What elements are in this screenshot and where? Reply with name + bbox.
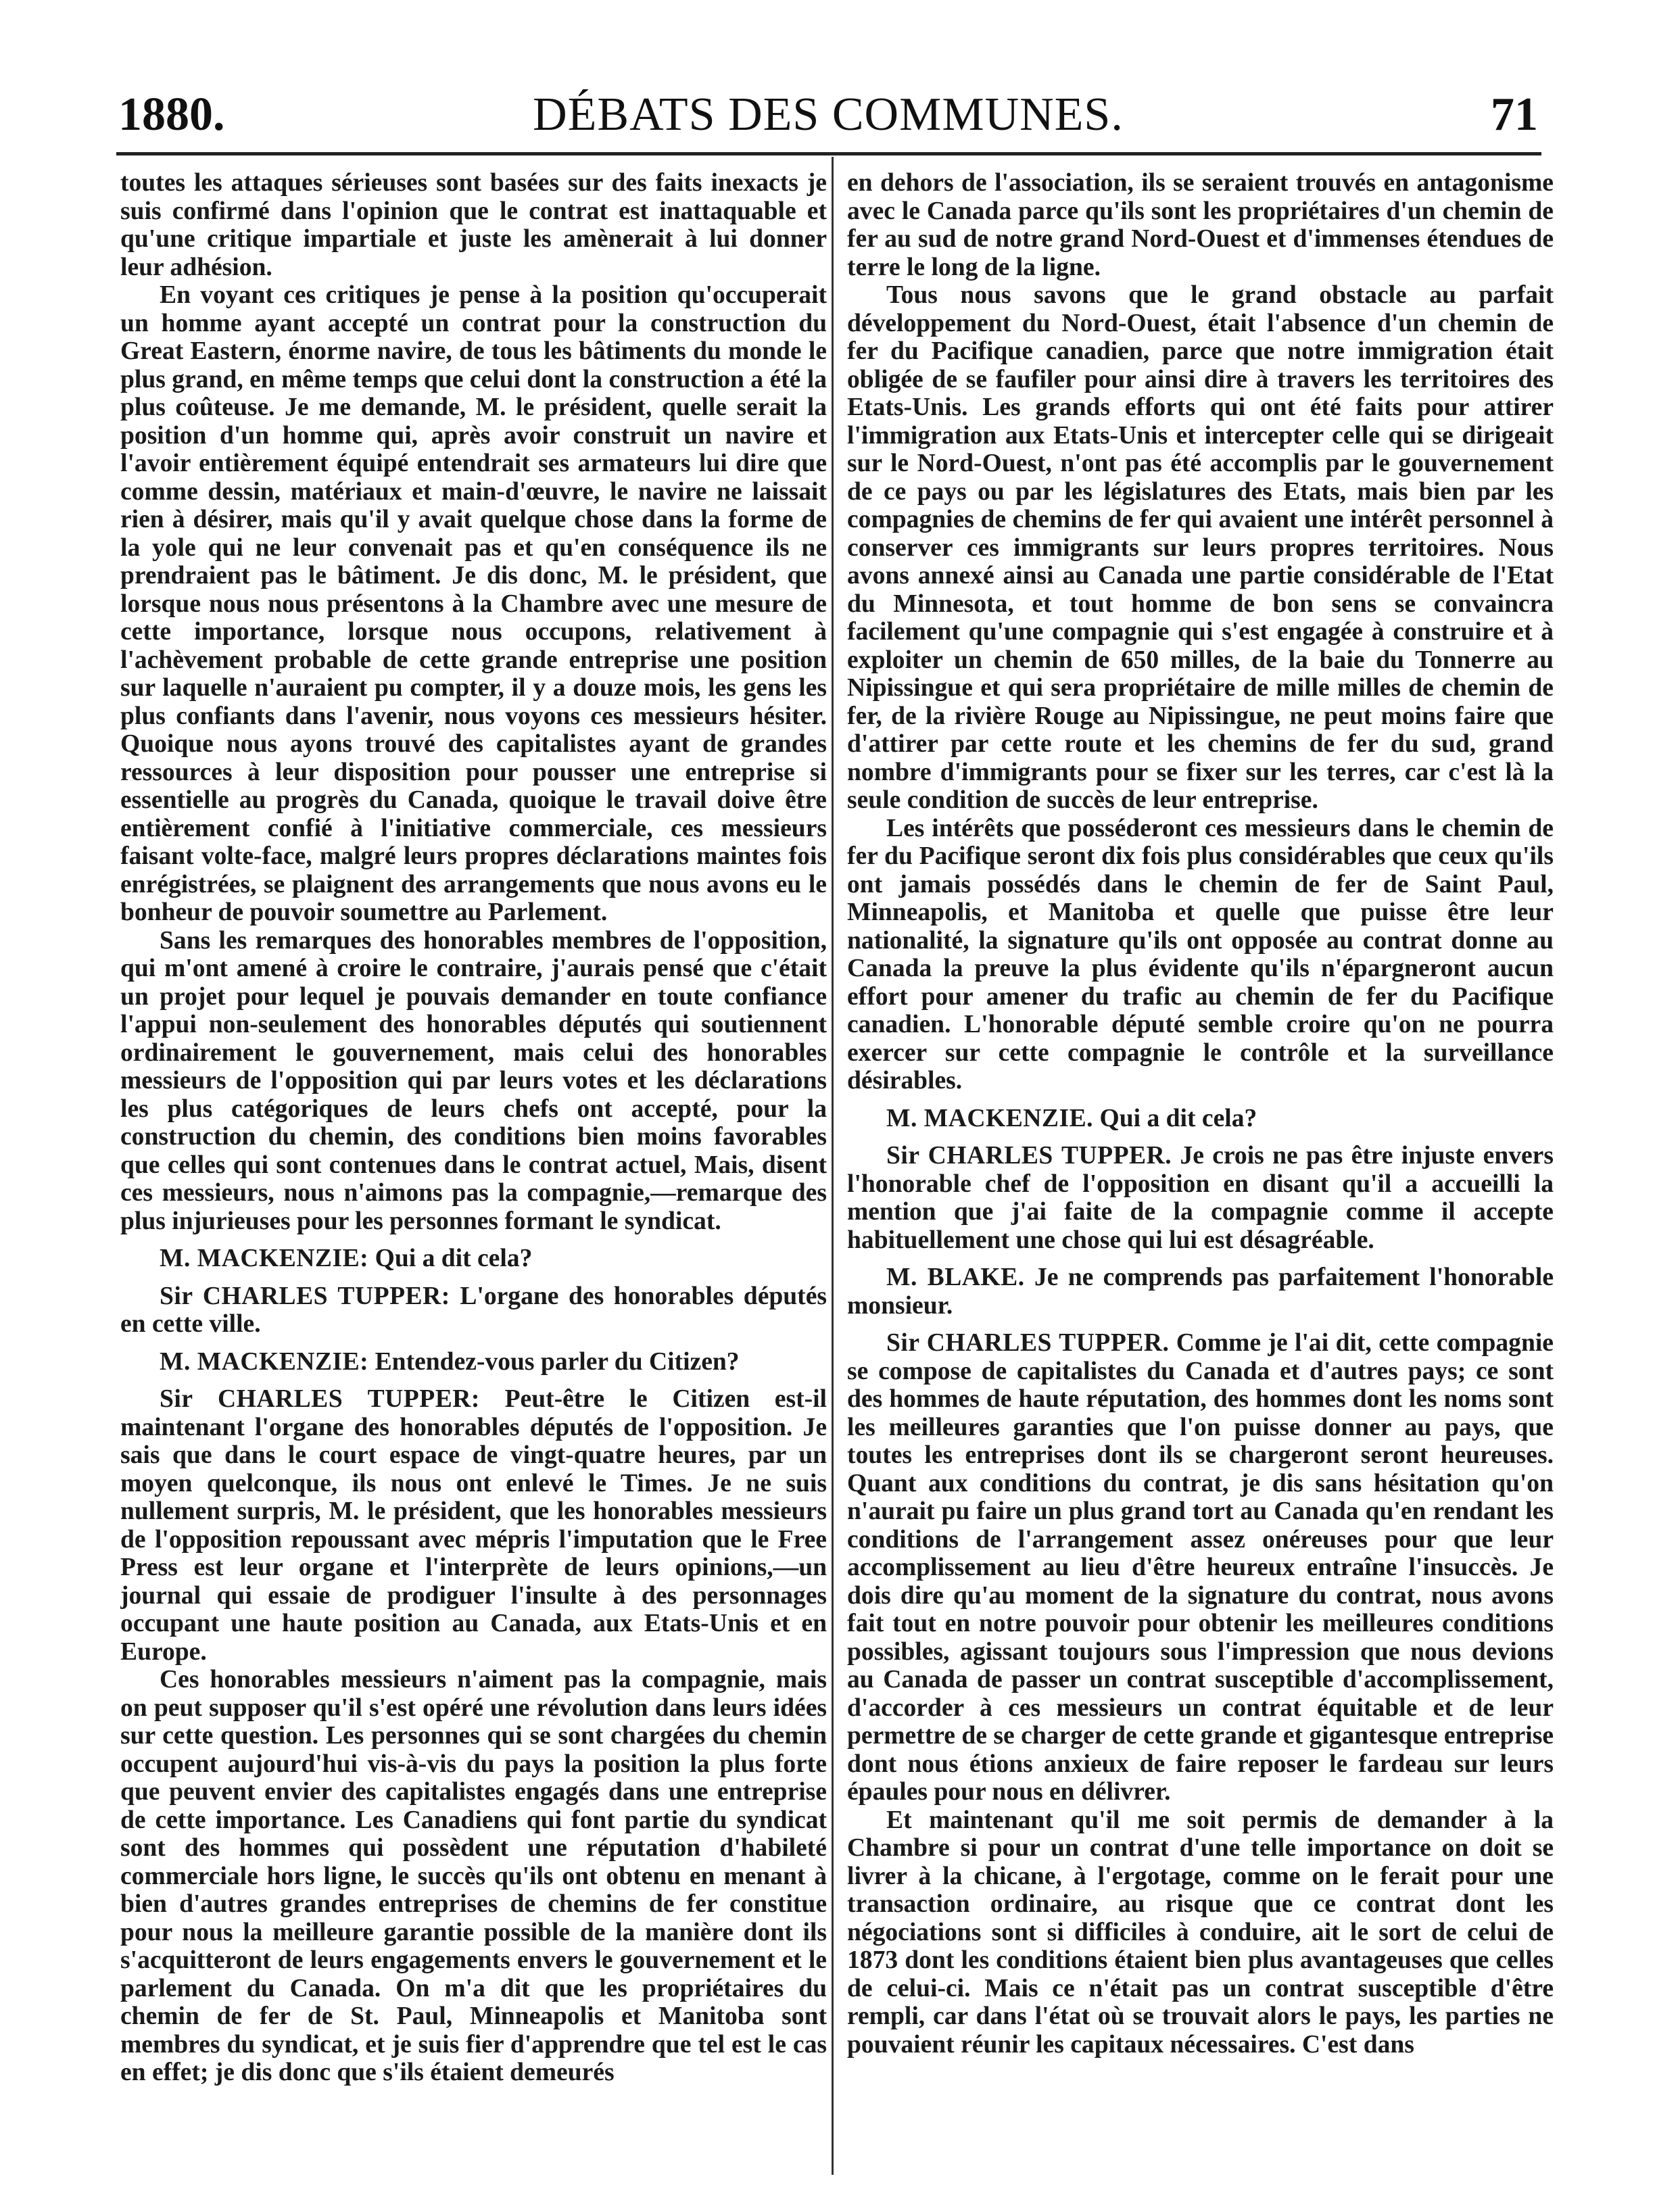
paragraph: Et maintenant qu'il me soit permis de demander à la Chambre si pour un contrat d'une telle importance on doit se livrer à la chicane, à l'ergotage, comme on le ferait pour une transaction ordinaire, au risque que ce contrat dont les négociations sont si difficiles à conduire, ait le sort de celui de 1873 dont les conditions étaient bien plus avantageuses que celles de celui-ci. Mais ce n'était pas un contrat susceptible d'être rempli, car dans l'état où se trouvait alors le pays, les parties ne pouvaient réunir les capitaux nécessaires. C'est dans <box>847 1806 1554 2059</box>
paragraph: Les intérêts que posséderont ces messieurs dans le chemin de fer du Pacifique seront dix fois plus considérables que ceux qu'ils ont jamais possédés dans le chemin de fer de Saint Paul, Minneapolis, et Manitoba et quelle que puisse être leur nationalité, la signature qu'ils ont opposée au contrat donne au Canada la preuve la plus évidente qu'ils n'épargneront aucun effort pour amener du trafic au chemin de fer du Pacifique canadien. L'honorable député semble croire qu'on ne pourra exercer sur cette compagnie le contrôle et la surveillance désirables. <box>847 814 1554 1095</box>
speaker-name: M. MACKENZIE. <box>886 1104 1094 1132</box>
speech-paragraph: M. BLAKE. Je ne comprends pas parfaitement l'honorable monsieur. <box>847 1264 1554 1320</box>
speaker-name: Sir CHARLES TUPPER: <box>160 1385 480 1413</box>
speaker-name: Sir CHARLES TUPPER. <box>886 1142 1172 1170</box>
speaker-name: Sir CHARLES TUPPER. <box>886 1329 1170 1357</box>
column-divider <box>832 157 834 2175</box>
speech-paragraph: Sir CHARLES TUPPER. Je crois ne pas être injuste envers l'honorable chef de l'opposition en disant qu'il a accueilli la mention que j'ai faite de la compagnie comme il accepte habituellement une chose qui lui est désagréable. <box>847 1142 1554 1254</box>
speaker-name: M. BLAKE. <box>886 1264 1025 1291</box>
left-column <box>120 169 827 2180</box>
speech-paragraph: M. MACKENZIE: Qui a dit cela? <box>160 1245 533 1272</box>
header-rule <box>116 152 1541 155</box>
speech-paragraph: M. MACKENZIE. Qui a dit cela? <box>886 1104 1257 1132</box>
paragraph: en dehors de l'association, ils se seraient trouvés en antagonisme avec le Canada parce qu'ils sont les propriétaires d'un chemin de fer au sud de notre grand Nord-Ouest et d'immenses étendues de terre le long de la ligne. <box>847 169 1554 281</box>
paragraph: Sans les remarques des honorables membres de l'opposition, qui m'ont amené à croire le contraire, j'aurais pensé que c'était un projet pour lequel je pouvais demander en toute confiance l'appui non-seulement des honorables députés qui soutiennent ordinairement le gouvernement, mais celui des honorables messieurs de l'opposition qui par leurs votes et les déclarations les plus catégoriques de leurs chefs ont accepté, pour la construction du chemin, des conditions bien moins favorables que celles qui sont contenues dans le contrat actuel, Mais, disent ces messieurs, nous n'aimons pas la compagnie,—remarque des plus injurieuses pour les personnes formant le syndicat. <box>120 926 827 1235</box>
speaker-name: Sir CHARLES TUPPER: <box>160 1282 450 1310</box>
paragraph: En voyant ces critiques je pense à la position qu'occuperait un homme ayant accepté un contrat pour la construction du Great Eastern, énorme navire, de tous les bâtiments du monde le plus grand, en même temps que celui dont la construction a été la plus coûteuse. Je me demande, M. le président, quelle serait la position d'un homme qui, après avoir construit un navire et l'avoir entièrement équipé entendrait ses armateurs lui dire que comme dessin, matériaux et main-d'œuvre, le navire ne laissait rien à désirer, mais qu'il y avait quelque chose dans la forme de la yole qui ne leur convenait pas et qu'en conséquence ils ne prendraient pas le bâtiment. Je dis donc, M. le président, que lorsque nous nous présentons à la Chambre avec une mesure de cette importance, lorsque nous occupons, relativement à l'achèvement probable de cette grande entreprise une position sur laquelle n'auraient pu compter, il y a douze mois, les gens les plus confiants dans l'avenir, nous voyons ces messieurs hésiter. Quoique nous ayons trouvé des capitalistes ayant de grandes ressources à leur disposition pour pousser une entreprise si essentielle au progrès du Canada, quoique le travail doive être entièrement confié à l'initiative commerciale, ces messieurs faisant volte-face, malgré leurs propres déclarations maintes fois enrégistrées, se plaignent des arrangements que nous avons eu le bonheur de pouvoir soumettre au Parlement. <box>120 281 827 926</box>
journal-title: DÉBATS DES COMMUNES. <box>533 89 1124 141</box>
header-year: 1880. <box>118 89 225 141</box>
speaker-name: M. MACKENZIE: <box>160 1347 369 1376</box>
right-column <box>847 169 1554 2180</box>
page-number: 71 <box>1491 89 1538 141</box>
paragraph: Tous nous savons que le grand obstacle au parfait développement du Nord-Ouest, était l'absence d'un chemin de fer du Pacifique canadien, parce que notre immigration était obligée de se faufiler pour ainsi dire à travers les territoires des Etats-Unis. Les grands efforts qui ont été faits pour attirer l'immigration aux Etats-Unis et intercepter celle qui se dirigeait sur le Nord-Ouest, n'ont pas été accomplis par le gouvernement de ce pays ou par les législatures des Etats, mais bien par les compagnies de chemins de fer qui avaient une intérêt personnel à conserver ces immigrants sur leurs propres territoires. Nous avons annexé ainsi au Canada une partie considérable de l'Etat du Minnesota, et tout homme de bon sens se convaincra facilement qu'une compagnie qui s'est engagée à construire et à exploiter un chemin de 650 milles, de la baie du Tonnerre au Nipissingue et qui sera propriétaire de mille milles de chemin de fer, de la rivière Rouge au Nipissingue, ne peut moins faire que d'attirer par cette route et les chemins de fer du sud, grand nombre d'immigrants pour se fixer sur les terres, car c'est là la seule condition de succès de leur entreprise. <box>847 281 1554 814</box>
paragraph: toutes les attaques sérieuses sont basées sur des faits inexacts je suis confirmé dans l'opinion que le contrat est inattaquable et qu'une critique impartiale et juste les amènerait à lui donner leur adhésion. <box>120 169 827 281</box>
speaker-name: M. MACKENZIE: <box>160 1245 369 1272</box>
speech-paragraph: M. MACKENZIE: Entendez-vous parler du Citizen? <box>160 1347 740 1376</box>
speech-paragraph: Sir CHARLES TUPPER: L'organe des honorables députés en cette ville. <box>120 1282 827 1338</box>
paragraph: Ces honorables messieurs n'aiment pas la compagnie, mais on peut supposer qu'il s'est opéré une révolution dans leurs idées sur cette question. Les personnes qui se sont chargées du chemin occupent aujourd'hui vis-à-vis du pays la position la plus forte que peuvent envier des capitalistes engagés dans une entreprise de cette importance. Les Canadiens qui font partie du syndicat sont des hommes qui possèdent une réputation d'habileté commerciale hors ligne, le succès qu'ils ont obtenu en menant à bien d'autres grandes entreprises de chemins de fer constitue pour nous la meilleure garantie possible de la manière dont ils s'acquitteront de leurs engagements envers le gouvernement et le parlement du Canada. On m'a dit que les propriétaires du chemin de fer de St. Paul, Minneapolis et Manitoba sont membres du syndicat, et je suis fier d'apprendre que tel est le cas en effet; je dis donc que s'ils étaient demeurés <box>120 1666 827 2086</box>
speech-paragraph: Sir CHARLES TUPPER: Peut-être le Citizen est-il maintenant l'organe des honorables députés de l'opposition. Je sais que dans le court espace de vingt-quatre heures, par un moyen quelconque, ils nous ont enlevé le Times. Je ne suis nullement surpris, M. le président, que les honorables messieurs de l'opposition repoussant avec mépris l'imputation que le Free Press est leur organe et l'interprète de leurs opinions,—un journal qui essaie de prodiguer l'insulte à des personnages occupant une haute position au Canada, aux Etats-Unis et en Europe. <box>120 1385 827 1666</box>
running-head <box>118 85 1538 145</box>
speech-paragraph: Sir CHARLES TUPPER. Comme je l'ai dit, cette compagnie se compose de capitalistes du Canada et d'autres pays; ce sont des hommes de haute réputation, des hommes dont les noms sont les meilleures garanties que l'on puisse donner au pays, que toutes les entreprises dont ils se chargeront seront heureuses. Quant aux conditions du contrat, je dis sans hésitation qu'on n'aurait pu faire un plus grand tort au Canada qu'en rendant les conditions de l'arrangement assez onéreuses pour que leur accomplissement au lieu d'être heureux entraîne l'insuccès. Je dois dire qu'au moment de la signature du contrat, nous avons fait tout en notre pouvoir pour obtenir les meilleures conditions possibles, agissant toujours sous l'impression que nous devions au Canada de passer un contrat susceptible d'accomplissement, d'accorder à ces messieurs un contrat équitable et de leur permettre de se charger de cette grande et gigantesque entreprise dont nous étions anxieux de faire reposer le fardeau sur leurs épaules pour nous en délivrer. <box>847 1329 1554 1806</box>
